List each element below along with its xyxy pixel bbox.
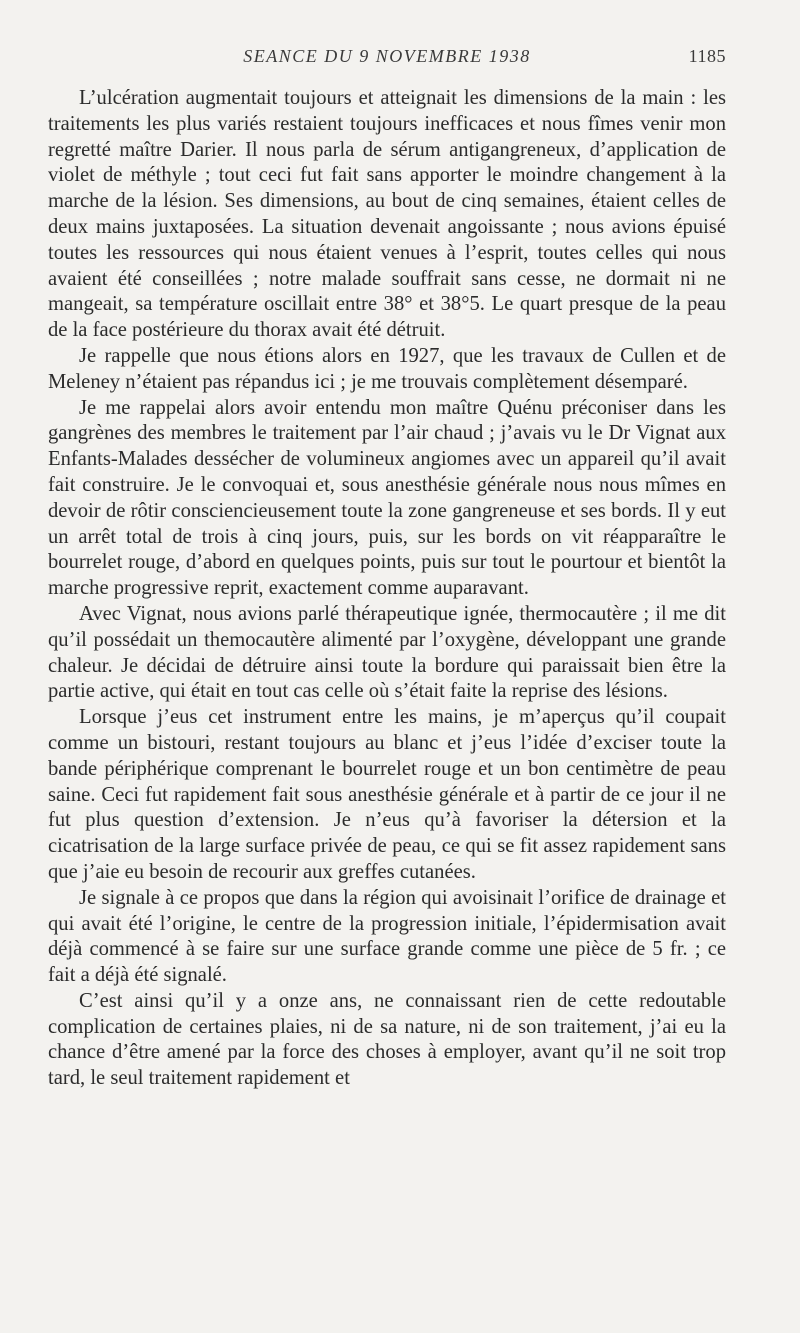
document-page	[48, 40, 726, 1310]
paragraph-epidermisation: Je signale à ce propos que dans la région qui avoisinait l’orifice de drainage et qui avait été l’origine, le centre de la progression initiale, l’épidermisation avait déjà commencé à se faire sur une surface grande comme une pièce de 5 fr. ; ce fait a déjà été signalé.	[48, 886, 726, 987]
paragraph-ulceration: L’ulcération augmentait toujours et atteignait les dimensions de la main : les traitements les plus variés restaient toujours inefficaces et nous fîmes venir mon regretté maître Darier. Il nous parla de sérum antigangreneux, d’application de violet de méthyle ; tout ceci fut fait sans apporter le moindre changement à la marche de la lésion. Ses dimensions, au bout de cinq semaines, étaient celles de deux mains juxtaposées. La situation devenait angoissante ; nous avions épuisé toutes les ressources qui nous étaient venues à l’esprit, toutes celles qui nous avaient été conseillées ; notre malade souffrait sans cesse, ne dormait ni ne mangeait, sa température oscillait entre 38° et 38°5. Le quart presque de la peau de la face postérieure du thorax avait été détruit.	[48, 87, 726, 342]
page-number: 1185	[688, 46, 726, 66]
paragraph-conclusion: C’est ainsi qu’il y a onze ans, ne connaissant rien de cette redoutable complication de certaines plaies, ni de sa nature, ni de son traitement, j’ai eu la chance d’être amené par la force des choses à employer, avant qu’il ne soit trop tard, le seul traitement rapidement et	[48, 989, 726, 1090]
paragraph-1927: Je rappelle que nous étions alors en 1927, que les travaux de Cullen et de Meleney n’étaient pas répandus ici ; je me trouvais complètement désemparé.	[48, 344, 726, 393]
paragraph-thermocautere: Avec Vignat, nous avions parlé thérapeutique ignée, thermocautère ; il me dit qu’il possédait un themocautère alimenté par l’oxygène, développant une grande chaleur. Je décidai de détruire ainsi toute la bordure qui paraissait bien être la partie active, qui était en tout cas celle où s’était faite la reprise des lésions.	[48, 602, 726, 703]
paragraph-instrument: Lorsque j’eus cet instrument entre les mains, je m’aperçus qu’il coupait comme un bistouri, restant toujours au blanc et j’eus l’idée d’exciser toute la bande périphérique comprenant le bourrelet rouge et un bon centimètre de peau saine. Ceci fut rapidement fait sous anesthésie générale et à partir de ce jour il ne fut plus question d’extension. Je n’eus qu’à favoriser la détersion et la cicatrisation de la large surface privée de peau, ce qui se fit assez rapidement sans que j’aie eu besoin de recourir aux greffes cutanées.	[48, 706, 726, 883]
running-title: SEANCE DU 9 NOVEMBRE 1938	[243, 46, 531, 66]
body-text	[48, 86, 726, 1092]
paragraph-air-chaud: Je me rappelai alors avoir entendu mon maître Quénu préconiser dans les gangrènes des membres le traitement par l’air chaud ; j’avais vu le Dr Vignat aux Enfants-Malades dessécher de volumineux angiomes avec un appareil qu’il avait fait construire. Je le convoquai et, sous anesthésie générale nous nous mîmes en devoir de rôtir consciencieusement toute la zone gangreneuse et ses bords. Il y eut un arrêt total de trois à cinq jours, puis, sur les bords on vit réapparaître le bourrelet rouge, d’abord en quelques points, puis sur tout le pourtour et bientôt la marche progressive reprit, exactement comme auparavant.	[48, 396, 726, 600]
running-header	[48, 40, 726, 66]
